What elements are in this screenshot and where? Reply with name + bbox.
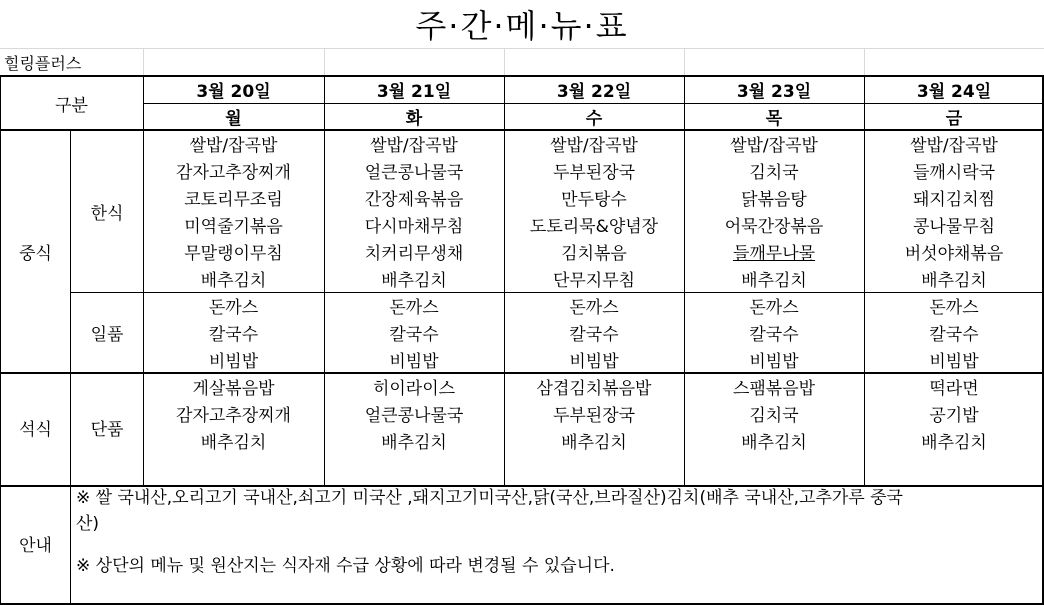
menu-item: 들깨시락국 (912, 163, 996, 183)
notice-text: 산) (76, 514, 100, 534)
menu-item: 두부된장국 (552, 163, 636, 183)
menu-item: 들깨무나물 (732, 244, 816, 264)
menu-item: 김치볶음 (561, 244, 627, 264)
menu-item: 다시마채무침 (364, 217, 464, 237)
date-header: 3월 21일 (376, 82, 452, 102)
menu-item: 쌀밥/잡곡밥 (189, 136, 278, 156)
menu-item: 배추김치 (921, 433, 987, 453)
menu-item: 단무지무침 (552, 271, 636, 291)
menu-item: 닭볶음탕 (741, 190, 807, 210)
menu-item: 비빔밥 (929, 352, 979, 372)
menu-item: 돼지김치찜 (912, 190, 996, 210)
menu-item: 비빔밥 (208, 352, 259, 372)
menu-item: 배추김치 (381, 271, 447, 291)
menu-item: 비빔밥 (749, 352, 799, 372)
menu-item: 배추김치 (561, 433, 627, 453)
menu-item: 두부된장국 (552, 406, 636, 426)
date-header: 3월 24일 (916, 82, 992, 102)
menu-item: 돈까스 (569, 298, 619, 318)
menu-item: 김치국 (749, 406, 799, 426)
menu-item: 간장제육볶음 (364, 190, 464, 210)
weekday-header: 화 (405, 109, 423, 129)
menu-item: 도토리묵&양념장 (529, 217, 659, 237)
menu-item: 배추김치 (381, 433, 447, 453)
menu-item: 히이라이스 (372, 379, 456, 399)
menu-item: 코토리무조림 (184, 190, 283, 210)
menu-item: 스팸볶음밥 (732, 379, 816, 399)
menu-item: 김치국 (749, 163, 799, 183)
menu-item: 얼큰콩나물국 (364, 406, 464, 426)
menu-item: 배추김치 (200, 433, 267, 453)
menu-item: 게살볶음밥 (192, 379, 275, 399)
page-title: 주·간·메·뉴·표 (415, 7, 629, 45)
menu-item: 감자고추장찌개 (176, 163, 291, 183)
menu-item: 무말랭이무침 (184, 244, 283, 264)
weekday-header: 목 (765, 109, 783, 129)
menu-item: 얼큰콩나물국 (364, 163, 464, 183)
category-header: 구분 (55, 95, 88, 116)
menu-item: 치커리무생채 (364, 244, 464, 264)
notice-label: 안내 (19, 535, 52, 556)
weekday-header: 금 (945, 109, 963, 129)
weekday-header: 수 (585, 109, 603, 129)
dinner-single-label: 단품 (90, 419, 124, 440)
korean-label: 한식 (90, 203, 124, 224)
weekday-header: 월 (225, 109, 242, 129)
date-header: 3월 22일 (556, 82, 632, 102)
menu-item: 만두탕수 (561, 190, 627, 210)
menu-item: 칼국수 (929, 325, 979, 345)
menu-item: 칼국수 (749, 325, 799, 345)
menu-item: 배추김치 (200, 271, 267, 291)
menu-item: 배추김치 (741, 271, 807, 291)
notice-text: ※ 쌀 국내산,오리고기 국내산,쇠고기 미국산 ,돼지고기미국산,닭(국산,브라질산)김치(배추 국내산,고추가루 중국 (76, 488, 903, 508)
date-header: 3월 20일 (196, 82, 271, 102)
menu-item: 버섯야채볶음 (904, 244, 1004, 264)
date-header: 3월 23일 (736, 82, 812, 102)
menu-item: 비빔밥 (569, 352, 619, 372)
menu-item: 쌀밥/잡곡밥 (730, 136, 818, 156)
menu-item: 미역줄기볶음 (184, 217, 283, 237)
menu-item: 쌀밥/잡곡밥 (910, 136, 998, 156)
menu-item: 어묵간장볶음 (724, 217, 824, 237)
menu-item: 콩나물무침 (912, 217, 996, 237)
menu-item: 돈까스 (208, 298, 259, 318)
subtitle: 힐링플러스 (4, 54, 82, 73)
menu-item: 공기밥 (929, 406, 979, 426)
menu-item: 돈까스 (389, 298, 439, 318)
menu-item: 돈까스 (929, 298, 979, 318)
menu-item: 칼국수 (389, 325, 439, 345)
menu-item: 배추김치 (921, 271, 987, 291)
menu-item: 칼국수 (208, 325, 259, 345)
menu-item: 떡라면 (929, 379, 979, 399)
menu-item: 칼국수 (569, 325, 619, 345)
menu-item: 배추김치 (741, 433, 807, 453)
single-dish-label: 일품 (90, 325, 124, 345)
menu-item: 쌀밥/잡곡밥 (370, 136, 458, 156)
lunch-label: 중식 (19, 244, 52, 264)
menu-item: 쌀밥/잡곡밥 (550, 136, 638, 156)
dinner-label: 석식 (19, 419, 52, 440)
menu-item: 비빔밥 (389, 352, 439, 372)
menu-item: 돈까스 (749, 298, 799, 318)
notice-text: ※ 상단의 메뉴 및 원산지는 식자재 수급 상황에 따라 변경될 수 있습니다. (76, 556, 615, 576)
menu-item: 감자고추장찌개 (176, 406, 291, 426)
menu-item: 삼겹김치볶음밥 (536, 379, 652, 399)
